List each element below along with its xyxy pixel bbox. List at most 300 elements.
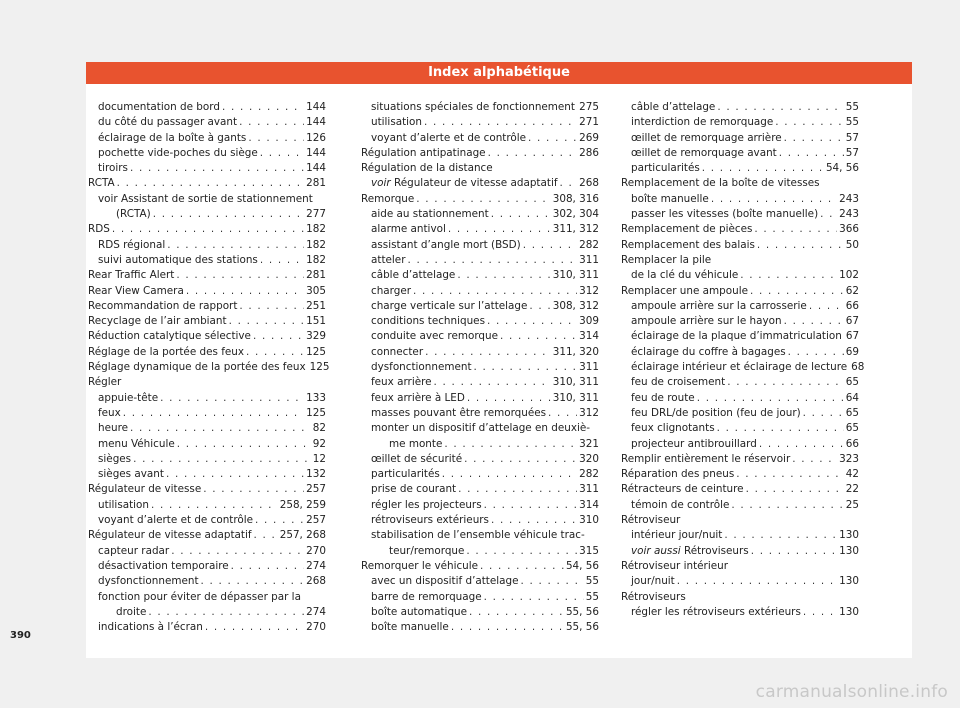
index-entry-page: 54, 56 [825,162,859,175]
index-entry-page: 281 [306,177,326,190]
leader-dots [239,115,304,130]
index-entry [88,268,326,283]
index-entry-page: 270 [306,544,326,557]
leader-dots [792,452,837,467]
index-entry-term: situations spéciales de fonctionnement [371,101,575,113]
index-entry-term: stabilisation de l’ensemble véhicule trac- [371,529,585,542]
page-number: 390 [10,630,31,641]
index-entry [88,391,326,406]
index-entry-term: feux arrière à LED [371,391,465,404]
leader-dots [451,620,564,635]
index-entry-term: projecteur antibrouillard [631,437,757,450]
leader-dots [186,284,304,299]
index-entry-page: 65 [845,422,859,435]
index-entry-page: 12 [312,452,326,465]
index-entry-page: 366 [839,223,859,236]
leader-dots [260,253,304,268]
index-entry-term: boîte manuelle [371,621,449,634]
index-entry-page: 281 [306,269,326,282]
index-entry-term: fonction pour éviter de dépasser par la [98,590,301,603]
index-entry-term: monter un dispositif d’attelage en deuxiè- [371,422,591,435]
index-entry [361,192,599,207]
index-entry [361,207,599,222]
index-entry-term: menu Véhicule [98,437,175,450]
index-entry-page: 55 [845,101,859,113]
index-entry-term: éclairage de la plaque d’immatriculation [631,330,842,343]
index-entry [88,360,330,375]
index-entry-page: 268 [306,575,326,588]
index-entry-term: RDS [88,223,110,236]
index-entry-page: 320 [579,452,599,465]
index-entry-page: 55 [585,590,599,603]
index-entry [361,100,599,115]
index-entry-page: 269 [579,131,599,144]
index-entry-term: alarme antivol [371,223,446,236]
leader-dots [480,559,564,574]
leader-dots [117,176,305,191]
index-entry-term: atteler [371,253,406,266]
index-entry-page: 243 [839,208,859,221]
index-entry-term: Réglage dynamique de la portée des feux [88,361,306,374]
index-entry [621,207,859,222]
leader-dots [717,100,843,115]
leader-dots [425,345,551,360]
leader-dots [260,146,304,161]
leader-dots [784,314,844,329]
index-entry-term: feux arrière [371,376,432,389]
index-entry-page: 277 [306,208,326,221]
index-entry-term: Régulation antipatinage [361,146,486,159]
index-entry-page: 270 [306,621,326,634]
index-entry-page: 243 [839,192,859,205]
index-entry [88,207,326,222]
index-entry-term: dysfonctionnement [98,575,199,588]
index-entry-term: régler les rétroviseurs extérieurs [631,605,801,618]
index-entry [88,100,326,115]
index-entry-term: Remplacer la pile [621,253,712,266]
leader-dots [759,437,844,452]
leader-dots [523,238,577,253]
index-entry-term: masses pouvant être remorquées [371,406,547,419]
leader-dots [130,161,304,176]
index-entry-term: feu de route [631,391,695,404]
index-entry [88,482,326,497]
index-entry [88,467,326,482]
index-entry [621,192,859,207]
index-entry-term: Régulation de la distance [361,162,493,175]
index-entry [621,452,859,467]
index-entry-term: rétroviseurs extérieurs [371,514,489,527]
leader-dots [248,131,304,146]
index-entry-term: Réduction catalytique sélective [88,330,251,343]
index-entry-term: conditions techniques [371,315,485,328]
index-entry-term: particularités [371,468,440,481]
watermark: carmanualsonline.info [755,682,948,702]
index-entry-page: 133 [306,391,326,404]
leader-dots [474,360,578,375]
index-entry-page: 66 [845,437,859,450]
index-entry-term: Rear Traffic Alert [88,269,175,282]
index-entry-term: Remorquer le véhicule [361,559,479,572]
index-entry-term: prise de courant [371,483,457,496]
index-entry [361,498,599,513]
leader-dots [467,391,551,406]
index-entry [88,559,326,574]
index-entry-page: 22 [845,483,859,496]
index-entry [361,513,599,528]
index-entry [361,482,599,497]
index-entry-term: documentation de bord [98,101,220,113]
index-entry [621,391,859,406]
index-entry-page: 310, 311 [552,391,599,404]
index-entry-term: passer les vitesses (boîte manuelle) [631,208,819,221]
index-entry-page: 54, 56 [565,559,599,572]
index-entry [88,452,326,467]
leader-dots [205,620,304,635]
leader-dots [775,115,844,130]
index-entry [88,314,326,329]
index-entry-term: jour/nuit [631,575,675,588]
index-entry-term: aide au stationnement [371,208,489,221]
index-entry-term: câble d’attelage [371,269,456,282]
index-entry-term: câble d’attelage [631,101,716,113]
leader-dots [491,513,577,528]
index-entry-term: connecter [371,345,424,358]
index-entry-page: 302, 304 [552,208,599,221]
index-entry-term: voir Régulateur de vitesse adaptatif [371,177,558,190]
index-entry [621,513,859,528]
index-entry [621,605,859,620]
index-entry [621,437,859,452]
index-entry-page: 312 [579,284,599,297]
index-entry-page: 312 [579,406,599,419]
index-entry-term: Recommandation de rapport [88,299,238,312]
index-entry-page: 311 [579,253,599,266]
leader-dots [697,391,844,406]
index-entry-term: Rétroviseurs [621,590,686,603]
index-entry-page: 257 [306,483,326,496]
index-entry-page: 92 [312,437,326,450]
index-entry [621,544,859,559]
index-entry [88,375,326,390]
index-entry [361,590,599,605]
index-entry-page: 64 [845,391,859,404]
leader-dots [740,268,837,283]
leader-dots [457,268,550,283]
index-entry-term: appuie-tête [98,391,159,404]
index-entry-term: Réglage de la portée des feux [88,345,245,358]
index-entry-term: boîte automatique [371,605,468,618]
leader-dots [484,498,578,513]
index-entry [88,574,326,589]
index-entry [621,238,859,253]
index-entry-term: heure [98,422,128,435]
index-entry [361,421,599,436]
index-entry-term: feux [98,406,121,419]
index-entry-page: 55, 56 [565,605,599,618]
index-entry-page: 144 [306,116,326,129]
index-entry [361,222,599,237]
index-entry-page: 274 [306,605,326,618]
index-entry-term: Régulateur de vitesse [88,483,202,496]
index-entry-term: œillet de remorquage avant [631,146,777,159]
leader-dots [717,421,844,436]
leader-dots [521,574,584,589]
index-entry [88,528,326,543]
leader-dots [413,284,577,299]
header-bar [86,62,912,84]
leader-dots [203,482,304,497]
index-entry-term: Réparation des pneus [621,468,735,481]
index-entry [361,253,599,268]
index-entry-term: interdiction de remorquage [631,116,774,129]
index-entry-term: régler les projecteurs [371,498,482,511]
index-entry [621,284,859,299]
leader-dots [779,146,844,161]
leader-dots [548,406,577,421]
index-entry-page: 257, 268 [279,529,326,542]
index-entry-page: 329 [306,330,326,343]
index-entry-page: 130 [839,605,859,618]
index-entry [361,391,599,406]
index-entry-page: 257 [306,514,326,527]
leader-dots [466,544,577,559]
leader-dots [488,146,578,161]
index-entry-page: 251 [306,299,326,312]
leader-dots [201,574,305,589]
index-entry-page: 125 [306,345,326,358]
index-entry-page: 282 [579,468,599,481]
index-entry-page: 55 [845,116,859,129]
index-entry-page: 268 [579,177,599,190]
index-entry-page: 144 [306,101,326,113]
index-entry-page: 315 [579,544,599,557]
leader-dots [484,590,584,605]
index-entry-term: charge verticale sur l’attelage [371,299,528,312]
index-column-3 [621,100,865,620]
index-entry-page: 311 [579,361,599,374]
index-entry [88,437,326,452]
index-entry [88,284,326,299]
index-entry-page: 310, 311 [552,376,599,389]
index-entry [361,161,599,176]
index-entry-page: 182 [306,253,326,266]
index-entry-page: 82 [312,422,326,435]
index-entry-term: boîte manuelle [631,192,709,205]
index-entry-term: avec un dispositif d’attelage [371,575,519,588]
leader-dots [677,574,837,589]
index-entry-term: Remplir entièrement le réservoir [621,452,791,465]
index-entry-page: 314 [579,330,599,343]
index-entry-term: feu de croisement [631,376,726,389]
index-entry-page: 67 [845,330,860,343]
index-entry-term: Remplacement de pièces [621,223,753,236]
index-entry-page: 271 [579,116,599,129]
index-entry [88,605,326,620]
index-entry-page: 151 [306,315,326,328]
index-entry [88,161,326,176]
index-entry [88,620,326,635]
leader-dots [464,452,577,467]
index-entry-page: 125 [306,406,326,419]
index-entry-page: 182 [306,238,326,251]
index-entry-page: 286 [579,146,599,159]
leader-dots [442,467,577,482]
index-entry-term: ampoule arrière sur la carrosserie [631,299,807,312]
leader-dots [130,421,311,436]
index-entry [88,222,326,237]
index-entry-page: 62 [845,284,859,297]
index-entry-page: 323 [839,452,859,465]
leader-dots [448,222,551,237]
index-entry-term: Régler [88,376,122,389]
index-entry [361,115,599,130]
index-entry-term: Rétracteurs de ceinture [621,483,744,496]
index-entry [621,559,859,574]
index-entry [621,146,859,161]
index-entry-term: sièges [98,452,132,465]
leader-dots [222,100,304,115]
index-entry-page: 310 [579,514,599,527]
leader-dots [560,176,578,191]
index-entry-term: Rétroviseur intérieur [621,559,728,572]
index-entry [621,528,859,543]
index-entry-page: 130 [839,575,859,588]
index-entry [621,100,859,115]
leader-dots [151,498,278,513]
index-entry-term: teur/remorque [389,544,465,557]
index-entry [361,620,599,635]
index-entry-term: voir aussi Rétroviseurs [631,544,749,557]
index-entry-term: témoin de contrôle [631,498,730,511]
index-entry-page: 305 [306,284,326,297]
index-entry-page: 55 [585,575,599,588]
index-entry [361,544,599,559]
index-entry-term: voyant d’alerte et de contrôle [371,131,527,144]
index-entry-term: œillet de sécurité [371,452,463,465]
index-entry-term: feu DRL/de position (feu de jour) [631,406,801,419]
leader-dots [166,467,304,482]
index-entry [88,406,326,421]
index-entry-page: 311, 320 [552,345,599,358]
index-entry-page: 258, 259 [279,498,326,511]
index-entry-term: Rétroviseur [621,514,681,527]
index-entry-term: feux clignotants [631,422,715,435]
leader-dots [231,559,304,574]
leader-dots [491,207,551,222]
index-entry-term: Remplacer une ampoule [621,284,748,297]
index-entry [621,161,859,176]
index-entry [621,574,859,589]
index-entry-term: œillet de remorquage arrière [631,131,782,144]
index-entry [88,176,326,191]
leader-dots [711,192,837,207]
index-entry [361,314,599,329]
index-entry [621,299,859,314]
leader-dots [444,437,577,452]
index-entry [361,605,599,620]
leader-dots [416,192,550,207]
leader-dots [458,482,577,497]
index-entry-page: 69 [845,345,859,358]
index-entry [361,437,599,452]
leader-dots [246,345,304,360]
index-entry-page: 25 [845,498,859,511]
leader-dots [177,437,311,452]
index-entry [88,513,326,528]
index-entry-term: sièges avant [98,468,164,481]
index-entry-term: éclairage intérieur et éclairage de lecture [631,361,848,374]
index-entry-term: pochette vide-poches du siège [98,146,258,159]
index-entry [361,559,599,574]
index-entry [361,238,599,253]
index-entry [621,329,859,344]
index-entry [621,482,859,497]
index-entry-page: 309 [579,315,599,328]
index-entry-term: éclairage du coffre à bagages [631,345,786,358]
index-entry-page: 144 [306,146,326,159]
index-entry-term: charger [371,284,412,297]
index-entry-page: 314 [579,498,599,511]
leader-dots [784,131,844,146]
index-entry-page: 182 [306,223,326,236]
index-entry-term: voyant d’alerte et de contrôle [98,514,254,527]
leader-dots [487,314,577,329]
index-entry-term: droite [116,605,147,618]
index-entry [88,131,326,146]
index-entry-term: indications à l’écran [98,621,203,634]
index-entry-term: Recyclage de l’air ambiant [88,315,227,328]
leader-dots [727,375,844,390]
index-entry [361,406,599,421]
index-entry-page: 65 [845,376,859,389]
index-entry-term: (RCTA) [116,208,151,221]
index-entry-term: RDS régional [98,238,166,251]
index-column-2 [361,100,599,635]
index-entry-term: ampoule arrière sur le hayon [631,315,782,328]
index-entry-term: Régulateur de vitesse adaptatif [88,529,252,542]
leader-dots [528,131,577,146]
index-entry-page: 57 [845,146,859,159]
index-entry-term: du côté du passager avant [98,116,238,129]
index-entry-term: me monte [389,437,443,450]
index-entry [621,360,865,375]
leader-dots [788,345,844,360]
leader-dots [123,406,304,421]
index-entry-term: utilisation [371,116,423,129]
index-entry [88,345,326,360]
index-entry-page: 282 [579,238,599,251]
index-entry [88,238,326,253]
index-entry-page: 132 [306,468,326,481]
index-entry [88,421,326,436]
index-entry-term: Remplacement de la boîte de vitesses [621,177,820,190]
leader-dots [750,284,844,299]
leader-dots [803,406,844,421]
leader-dots [148,605,304,620]
leader-dots [529,299,550,314]
leader-dots [803,605,837,620]
leader-dots [253,329,304,344]
index-entry [621,345,859,360]
leader-dots [229,314,305,329]
index-entry-term: éclairage de la boîte à gants [98,131,247,144]
index-entry [361,268,599,283]
leader-dots [809,299,844,314]
leader-dots [239,299,304,314]
index-entry [88,115,326,130]
index-entry-page: 130 [839,544,859,557]
